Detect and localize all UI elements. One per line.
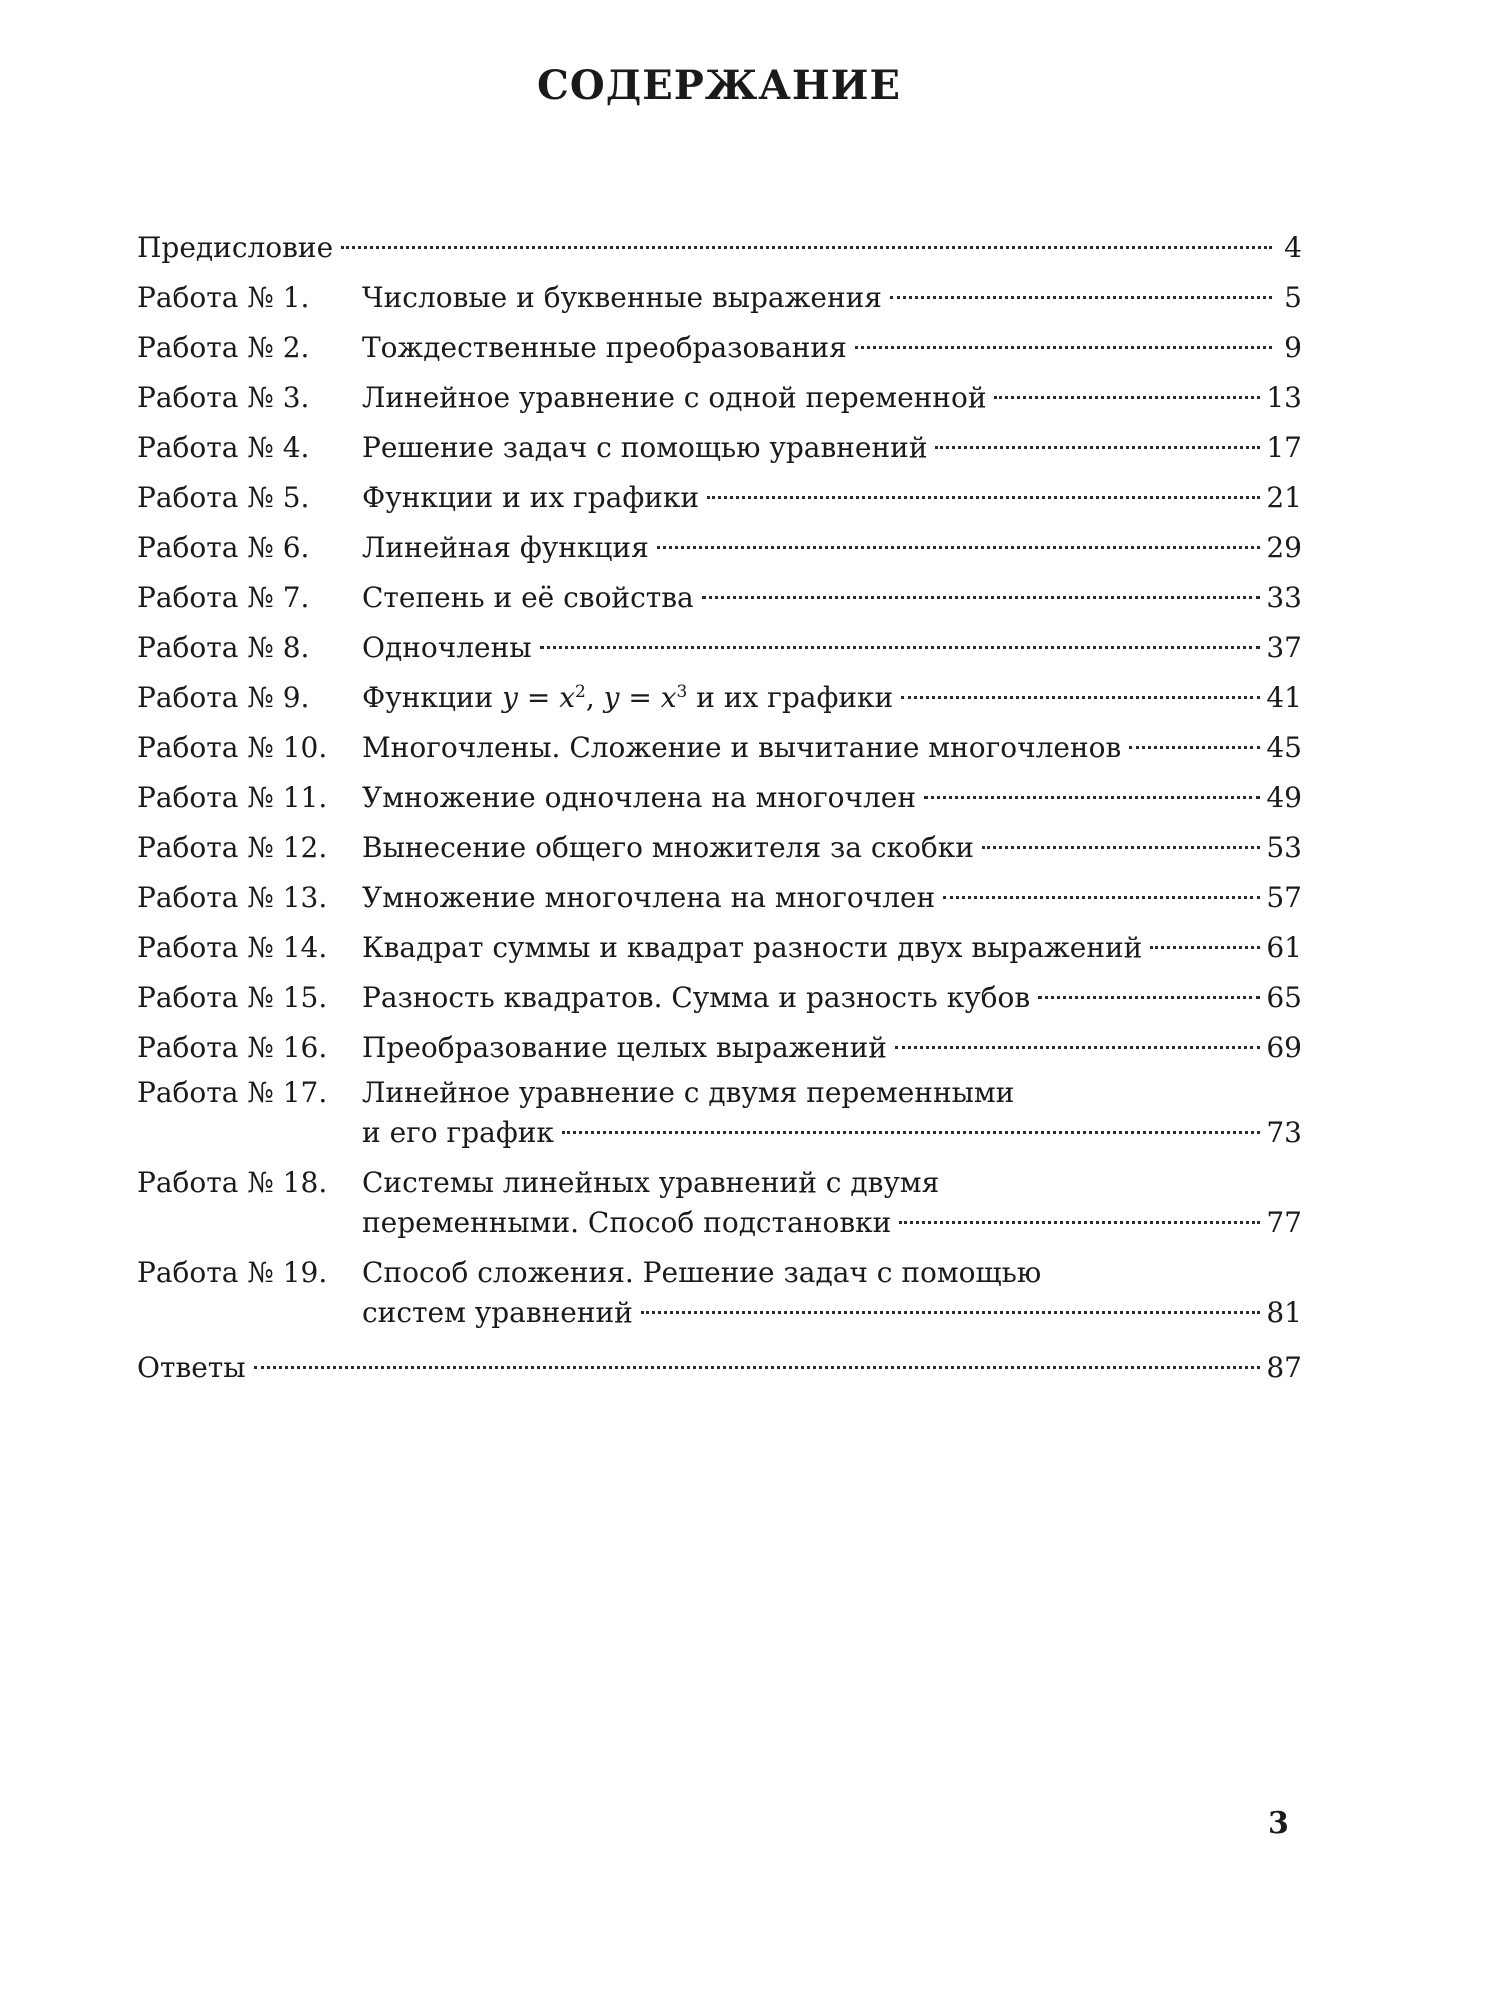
dot-leader — [935, 446, 1260, 449]
exponent-2: 2 — [575, 682, 586, 702]
toc-entry-work-12[interactable] — [137, 823, 1302, 873]
toc-entry-number: Работа № 15. — [137, 981, 328, 1014]
toc-page-number: 9 — [1284, 331, 1302, 364]
toc-entry-title: Степень и её свойства — [362, 581, 694, 614]
toc-entry-number: Работа № 5. — [137, 481, 310, 514]
toc-entry-title-line2: систем уравнений — [362, 1296, 633, 1329]
toc-entry-work-10[interactable] — [137, 723, 1302, 773]
toc-entry-number: Работа № 11. — [137, 781, 328, 814]
dot-leader — [901, 696, 1260, 699]
toc-entry-work-3[interactable] — [137, 373, 1302, 423]
toc-entry-work-1[interactable] — [137, 273, 1302, 323]
toc-entry-work-2[interactable] — [137, 323, 1302, 373]
dot-leader — [994, 396, 1260, 399]
toc-entry-number: Работа № 1. — [137, 281, 310, 314]
toc-entry-work-15[interactable] — [137, 973, 1302, 1023]
toc-entry-title-line2: переменными. Способ подстановки — [362, 1206, 892, 1239]
toc-page-number: 81 — [1266, 1296, 1302, 1329]
toc-entry-title: Многочлены. Сложение и вычитание многочленов — [362, 731, 1122, 764]
toc-entry-work-17[interactable] — [137, 1073, 1302, 1163]
toc-page-number: 65 — [1266, 981, 1302, 1014]
toc-page-number: 41 — [1266, 681, 1302, 714]
toc-entry-work-16[interactable] — [137, 1023, 1302, 1073]
dot-leader — [982, 846, 1260, 849]
toc-page-number: 49 — [1266, 781, 1302, 814]
dot-leader — [924, 796, 1260, 799]
exponent-3: 3 — [676, 682, 688, 702]
toc-page-number: 61 — [1266, 931, 1302, 964]
toc-page-number: 77 — [1266, 1206, 1302, 1239]
toc-entry-number: Работа № 13. — [137, 881, 328, 914]
toc-entry-work-4[interactable] — [137, 423, 1302, 473]
page-title: СОДЕРЖАНИЕ — [537, 62, 901, 109]
dot-leader — [657, 546, 1261, 549]
toc-entry-number: Работа № 10. — [137, 731, 328, 764]
toc-entry-title-line1: Способ сложения. Решение задач с помощью — [362, 1256, 1042, 1289]
dot-leader — [855, 346, 1272, 349]
formula-separator: , — [585, 681, 604, 714]
title-suffix: и их графики — [687, 681, 894, 714]
dot-leader — [707, 496, 1260, 499]
title-prefix: Функции — [362, 681, 503, 714]
toc-entry-work-18[interactable] — [137, 1163, 1302, 1253]
math-var-y: y — [502, 681, 518, 714]
toc-entry-title: Одночлены — [362, 631, 532, 664]
toc-entry-title: Разность квадратов. Сумма и разность кубов — [362, 981, 1031, 1014]
toc-entry-title: Предисловие — [137, 231, 334, 264]
toc-page-number: 45 — [1266, 731, 1302, 764]
toc-entry-number: Работа № 19. — [137, 1256, 328, 1289]
dot-leader — [341, 246, 1272, 249]
dot-leader — [899, 1221, 1260, 1224]
math-var-y: y — [603, 681, 620, 714]
toc-entry-title — [362, 673, 893, 723]
toc-entry-title: Тождественные преобразования — [362, 331, 847, 364]
toc-entry-number: Работа № 3. — [137, 381, 310, 414]
page-number: 3 — [1268, 1806, 1289, 1841]
toc-page-number: 21 — [1266, 481, 1302, 514]
toc-entry-work-9[interactable] — [137, 673, 1302, 723]
toc-entry-preface[interactable] — [137, 223, 1302, 273]
toc-entry-title: Ответы — [137, 1351, 246, 1384]
dot-leader — [254, 1366, 1261, 1369]
toc-entry-number: Работа № 9. — [137, 681, 310, 714]
toc-entry-number: Работа № 12. — [137, 831, 328, 864]
toc-page-number: 53 — [1266, 831, 1302, 864]
toc-entry-title: Преобразование целых выражений — [362, 1031, 887, 1064]
toc-entry-title: Умножение многочлена на многочлен — [362, 881, 936, 914]
toc-entry-work-13[interactable] — [137, 873, 1302, 923]
dot-leader — [702, 596, 1261, 599]
toc-entry-work-11[interactable] — [137, 773, 1302, 823]
toc-entry-title: Квадрат суммы и квадрат разности двух выражений — [362, 931, 1143, 964]
toc-entry-number: Работа № 2. — [137, 331, 310, 364]
toc-entry-work-14[interactable] — [137, 923, 1302, 973]
toc-entry-answers[interactable] — [137, 1343, 1302, 1393]
dot-leader — [540, 646, 1261, 649]
toc-page-number: 37 — [1266, 631, 1302, 664]
dot-leader — [1129, 746, 1260, 749]
toc-entry-title: Вынесение общего множителя за скобки — [362, 831, 974, 864]
toc-entry-work-19[interactable] — [137, 1253, 1302, 1343]
toc-entry-number: Работа № 8. — [137, 631, 310, 664]
toc-entry-number: Работа № 16. — [137, 1031, 328, 1064]
toc-entry-title: Умножение одночлена на многочлен — [362, 781, 917, 814]
toc-entry-title-line1: Линейное уравнение с двумя переменными — [362, 1076, 1015, 1109]
dot-leader — [943, 896, 1260, 899]
equals-sign: = — [619, 681, 661, 714]
toc-page-number: 13 — [1266, 381, 1302, 414]
toc-entry-title: Функции и их графики — [362, 481, 700, 514]
toc-entry-title: Линейное уравнение с одной переменной — [362, 381, 987, 414]
toc-entry-title: Линейная функция — [362, 531, 649, 564]
toc-entry-number: Работа № 6. — [137, 531, 310, 564]
toc-page-number: 57 — [1266, 881, 1302, 914]
toc-page-number: 73 — [1266, 1116, 1302, 1149]
dot-leader — [1150, 946, 1260, 949]
toc-page-number: 4 — [1284, 231, 1302, 264]
toc-page-number: 87 — [1266, 1351, 1302, 1384]
toc-entry-title: Числовые и буквенные выражения — [362, 281, 882, 314]
dot-leader — [1038, 996, 1260, 999]
math-var-x: x — [660, 681, 677, 714]
toc-page-number: 17 — [1266, 431, 1302, 464]
dot-leader — [890, 296, 1272, 299]
toc-entry-title-line2: и его график — [362, 1116, 554, 1149]
toc-page-number: 69 — [1266, 1031, 1302, 1064]
toc-entry-title-line1: Системы линейных уравнений с двумя — [362, 1166, 940, 1199]
toc-page-number: 29 — [1266, 531, 1302, 564]
toc-entry-number: Работа № 7. — [137, 581, 310, 614]
toc-entry-number: Работа № 14. — [137, 931, 328, 964]
toc-entry-title: Решение задач с помощью уравнений — [362, 431, 928, 464]
dot-leader — [895, 1046, 1260, 1049]
toc-page-number: 33 — [1266, 581, 1302, 614]
equals-sign: = — [517, 681, 560, 714]
toc-entry-work-7[interactable] — [137, 573, 1302, 623]
toc-entry-work-6[interactable] — [137, 523, 1302, 573]
table-of-contents — [137, 223, 1302, 1393]
toc-page-number: 5 — [1284, 281, 1302, 314]
toc-entry-number: Работа № 18. — [137, 1166, 328, 1199]
toc-entry-number: Работа № 4. — [137, 431, 310, 464]
dot-leader — [562, 1131, 1260, 1134]
math-var-x: x — [559, 681, 575, 714]
dot-leader — [641, 1311, 1261, 1314]
toc-entry-work-8[interactable] — [137, 623, 1302, 673]
toc-entry-number: Работа № 17. — [137, 1076, 328, 1109]
toc-entry-work-5[interactable] — [137, 473, 1302, 523]
